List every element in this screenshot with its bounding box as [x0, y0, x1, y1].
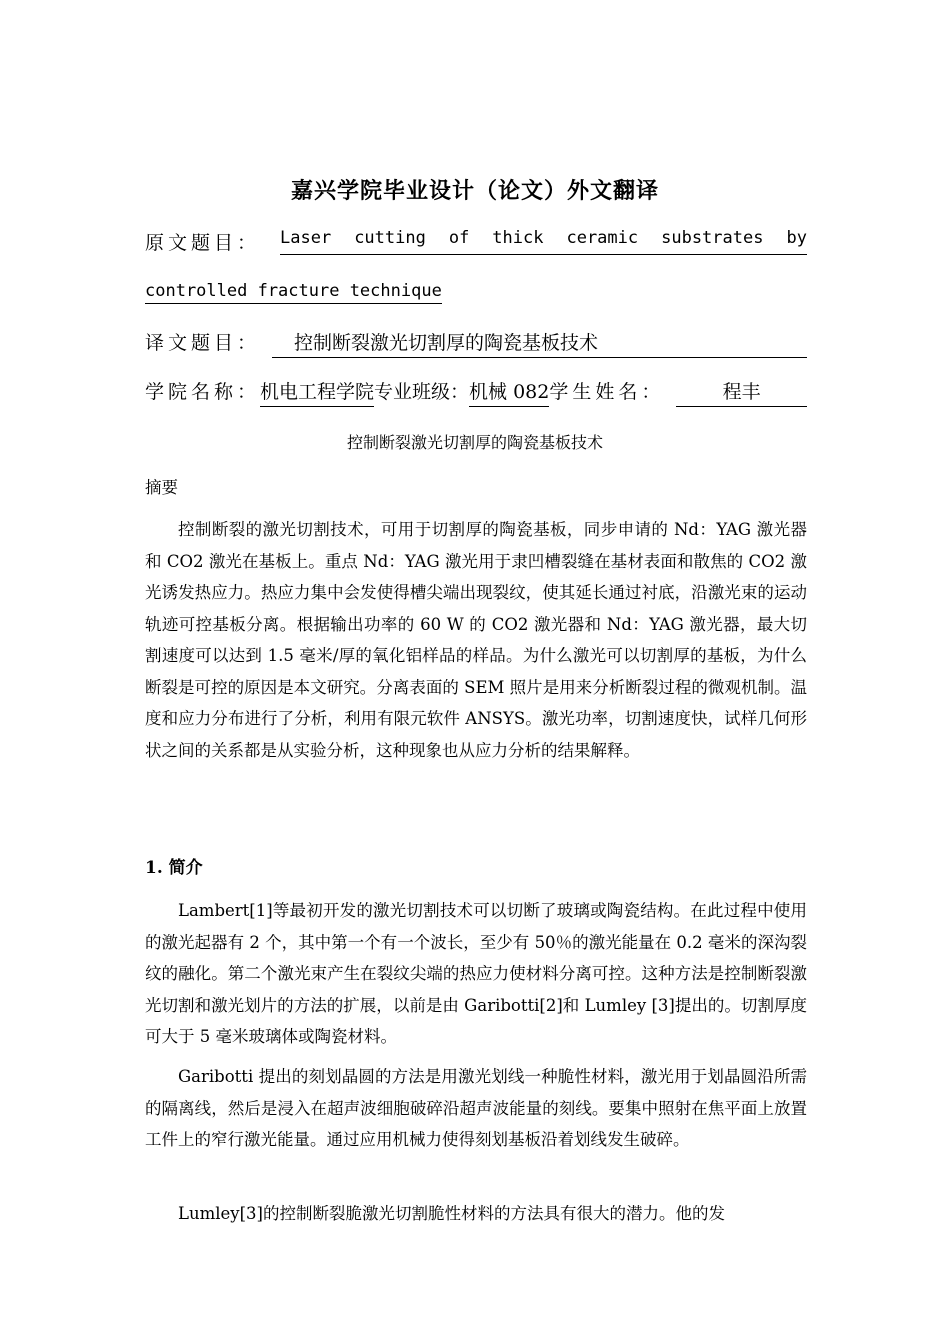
- original-title-word: cutting: [354, 228, 426, 248]
- original-title-label: 原文题目：: [145, 232, 261, 254]
- student-label: 学生姓名：: [549, 381, 665, 403]
- translated-title-value: 控制断裂激光切割厚的陶瓷基板技术: [272, 328, 807, 358]
- abstract-paragraph: 控制断裂的激光切割技术，可用于切割厚的陶瓷基板，同步申请的 Nd：YAG 激光器和 CO2 激光在基板上。重点 Nd：YAG 激光用于隶凹槽裂缝在基材表面和散焦的 CO2 激光诱发热应力。热应力集中会发使得槽尖端出现裂纹，使其延长通过衬底，沿激光束的运动轨迹可控基板分离。根据输出功率的 60 W 的 CO2 激光器和 Nd：YAG 激光器，最大切割速度可以达到 1.5 毫米/厚的氧化铝样品的样品。为什么激光可以切割厚的基板，为什么断裂是可控的原因是本文研究。分离表面的 SEM 照片是用来分析断裂过程的微观机制。温度和应力分布进行了分析，利用有限元软件 ANSYS。激光功率，切割速度快，试样几何形状之间的关系都是从实验分析，这种现象也从应力分析的结果解释。: [145, 520, 807, 760]
- abstract-body: [145, 514, 807, 766]
- original-title-word: thick: [492, 228, 544, 248]
- college-label: 学院名称：: [145, 381, 261, 403]
- original-title-row-2: [145, 279, 807, 301]
- section-heading-introduction: 1. 简介: [145, 858, 203, 878]
- major-value: 机械 082: [469, 377, 549, 407]
- paragraph-text: Garibotti 提出的刻划晶圆的方法是用激光划线一种脆性材料，激光用于划晶圆沿所需的隔离线，然后是浸入在超声波细胞破碎沿超声波能量的刻线。要集中照射在焦平面上放置工件上的窄行激光能量。通过应用机械力使得刻划基板沿着划线发生破碎。: [145, 1067, 807, 1149]
- translated-title-row: [145, 328, 807, 358]
- translated-title-label: 译文题目：: [145, 332, 261, 354]
- major-label: 专业班级：: [374, 381, 470, 403]
- original-title-word: Laser: [280, 228, 332, 248]
- original-title-value-line2: controlled fracture technique: [145, 281, 442, 304]
- intro-paragraph-2: [145, 1061, 807, 1156]
- translation-subtitle: 控制断裂激光切割厚的陶瓷基板技术: [346, 433, 603, 452]
- intro-paragraph-1: [145, 895, 807, 1053]
- intro-paragraph-3: [145, 1198, 807, 1230]
- paragraph-text: Lumley[3]的控制断裂脆激光切割脆性材料的方法具有很大的潜力。他的发: [178, 1204, 725, 1223]
- original-title-word: by: [786, 228, 807, 248]
- original-title-row: [145, 228, 807, 255]
- document-title: 嘉兴学院毕业设计（论文）外文翻译: [290, 178, 659, 204]
- original-title-word: substrates: [661, 228, 764, 248]
- original-title-value-line1: [280, 228, 807, 255]
- student-value: 程丰: [676, 377, 807, 407]
- original-title-word: of: [448, 228, 470, 248]
- student-info-row: [145, 377, 807, 407]
- original-title-word: ceramic: [566, 228, 639, 248]
- abstract-heading: 摘要: [145, 478, 178, 497]
- paragraph-text: Lambert[1]等最初开发的激光切割技术可以切断了玻璃或陶瓷结构。在此过程中使用的激光起器有 2 个，其中第一个有一个波长，至少有 50％的激光能量在 0.2 毫米的深沟裂纹的融化。第二个激光束产生在裂纹尖端的热应力使材料分离可控。这种方法是控制断裂激光切割和激光划片的方法的扩展，以前是由 Garibotti[2]和 Lumley [3]提出的。切割厚度可大于 5 毫米玻璃体或陶瓷材料。: [145, 901, 807, 1046]
- college-value: 机电工程学院: [260, 377, 374, 407]
